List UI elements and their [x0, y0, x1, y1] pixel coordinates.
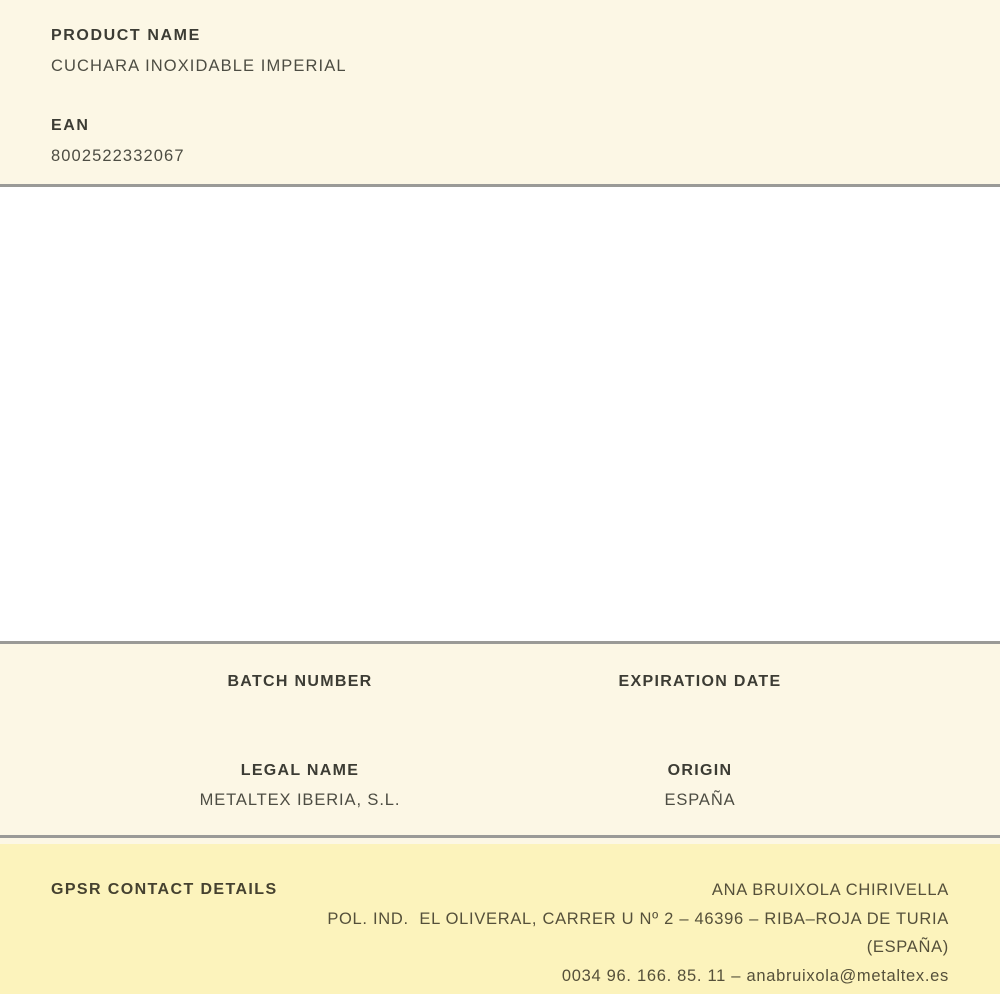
fields-row-legal-origin [100, 761, 900, 811]
expiration-date-value [500, 700, 900, 722]
legal-name-value: METALTEX IBERIA, S.L. [199, 791, 401, 809]
origin-value: ESPAÑA [664, 791, 736, 809]
legal-name-label: LEGAL NAME [240, 762, 360, 779]
origin-cell [500, 761, 900, 811]
expiration-date-cell [500, 672, 900, 722]
product-name-label: PRODUCT NAME [51, 27, 201, 44]
product-image-area [0, 187, 1000, 644]
contact-phone-email: 0034 96. 166. 85. 11 – anabruixola@metaltex.es [561, 966, 949, 985]
gpsr-contact-details-label: GPSR CONTACT DETAILS [51, 881, 278, 898]
contact-address: POL. IND. EL OLIVERAL, CARRER U Nº 2 – 46396 – RIBA–ROJA DE TURIA (ESPAÑA) [327, 909, 955, 956]
fields-row-batch-expiration [100, 672, 900, 722]
batch-number-value [100, 700, 500, 722]
ean-block [51, 116, 949, 166]
contact-name: ANA BRUIXOLA CHIRIVELLA [711, 881, 949, 899]
batch-number-label: BATCH NUMBER [227, 673, 373, 690]
product-name-value: CUCHARA INOXIDABLE IMPERIAL [51, 57, 347, 75]
batch-number-cell [100, 672, 500, 722]
gpsr-footer-section [0, 844, 1000, 994]
origin-label: ORIGIN [667, 762, 733, 779]
gpsr-contact-block [278, 876, 955, 990]
product-info-section [0, 0, 1000, 187]
product-name-block [51, 26, 949, 76]
ean-value: 8002522332067 [51, 147, 185, 165]
ean-label: EAN [51, 117, 90, 134]
expiration-date-label: EXPIRATION DATE [618, 673, 782, 690]
fields-section [0, 644, 1000, 838]
legal-name-cell [100, 761, 500, 811]
